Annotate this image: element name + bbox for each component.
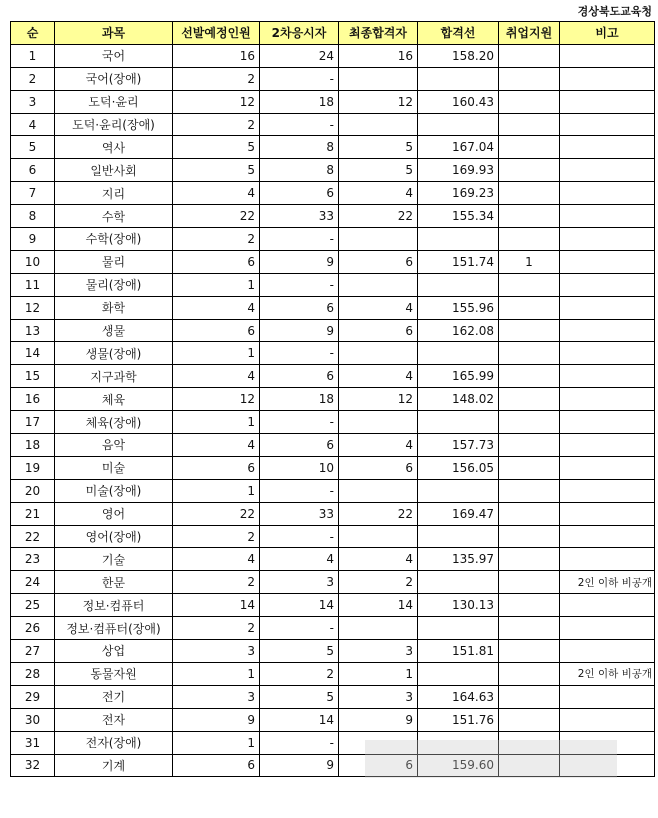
- header-employ: 취업지원: [499, 22, 560, 45]
- row-number-cell: 15: [11, 365, 55, 388]
- header-final: 최종합격자: [339, 22, 418, 45]
- employ-cell: [499, 388, 560, 411]
- employ-cell: [499, 479, 560, 502]
- cutoff-cell: 169.47: [418, 502, 499, 525]
- final-cell: 4: [339, 365, 418, 388]
- note-cell: [560, 228, 655, 251]
- final-cell: 1: [339, 662, 418, 685]
- final-cell: 22: [339, 205, 418, 228]
- subject-cell: 전기: [55, 685, 173, 708]
- subject-cell: 지리: [55, 182, 173, 205]
- final-cell: [339, 525, 418, 548]
- employ-cell: [499, 594, 560, 617]
- table-row: [11, 159, 655, 182]
- planned-cell: 5: [173, 159, 260, 182]
- subject-cell: 기술: [55, 548, 173, 571]
- note-cell: [560, 136, 655, 159]
- subject-cell: 물리(장애): [55, 273, 173, 296]
- planned-cell: 6: [173, 319, 260, 342]
- note-cell: [560, 502, 655, 525]
- note-cell: [560, 113, 655, 136]
- planned-cell: 14: [173, 594, 260, 617]
- cutoff-cell: [418, 67, 499, 90]
- table-body: [11, 44, 655, 777]
- applicants-cell: 4: [260, 548, 339, 571]
- applicants-cell: -: [260, 113, 339, 136]
- subject-cell: 정보·컴퓨터: [55, 594, 173, 617]
- table-row: [11, 617, 655, 640]
- cutoff-cell: 169.23: [418, 182, 499, 205]
- planned-cell: 4: [173, 296, 260, 319]
- cutoff-cell: 130.13: [418, 594, 499, 617]
- applicants-cell: 8: [260, 159, 339, 182]
- employ-cell: [499, 342, 560, 365]
- employ-cell: [499, 571, 560, 594]
- planned-cell: 6: [173, 456, 260, 479]
- final-cell: 3: [339, 685, 418, 708]
- table-row: [11, 228, 655, 251]
- subject-cell: 동물자원: [55, 662, 173, 685]
- applicants-cell: -: [260, 617, 339, 640]
- table-row: [11, 205, 655, 228]
- final-cell: 14: [339, 594, 418, 617]
- row-number-cell: 4: [11, 113, 55, 136]
- row-number-cell: 31: [11, 731, 55, 754]
- final-cell: 6: [339, 319, 418, 342]
- final-cell: [339, 617, 418, 640]
- row-number-cell: 6: [11, 159, 55, 182]
- header-subject: 과목: [55, 22, 173, 45]
- applicants-cell: -: [260, 479, 339, 502]
- table-row: [11, 525, 655, 548]
- applicants-cell: 14: [260, 708, 339, 731]
- final-cell: [339, 411, 418, 434]
- applicants-cell: 6: [260, 434, 339, 457]
- final-cell: 2: [339, 571, 418, 594]
- row-number-cell: 5: [11, 136, 55, 159]
- subject-cell: 생물: [55, 319, 173, 342]
- note-cell: [560, 296, 655, 319]
- planned-cell: 1: [173, 731, 260, 754]
- row-number-cell: 10: [11, 250, 55, 273]
- planned-cell: 4: [173, 548, 260, 571]
- note-cell: [560, 640, 655, 663]
- row-number-cell: 27: [11, 640, 55, 663]
- final-cell: 12: [339, 90, 418, 113]
- table-row: [11, 273, 655, 296]
- cutoff-cell: 151.74: [418, 250, 499, 273]
- applicants-cell: 3: [260, 571, 339, 594]
- employ-cell: [499, 640, 560, 663]
- applicants-cell: 33: [260, 502, 339, 525]
- table-row: [11, 182, 655, 205]
- planned-cell: 6: [173, 250, 260, 273]
- applicants-cell: 14: [260, 594, 339, 617]
- header-planned: 선발예정인원: [173, 22, 260, 45]
- row-number-cell: 18: [11, 434, 55, 457]
- table-row: [11, 250, 655, 273]
- subject-cell: 물리: [55, 250, 173, 273]
- row-number-cell: 16: [11, 388, 55, 411]
- cutoff-cell: [418, 662, 499, 685]
- subject-cell: 일반사회: [55, 159, 173, 182]
- results-table: [10, 21, 655, 777]
- row-number-cell: 22: [11, 525, 55, 548]
- employ-cell: [499, 182, 560, 205]
- row-number-cell: 20: [11, 479, 55, 502]
- cutoff-cell: 135.97: [418, 548, 499, 571]
- cutoff-cell: 162.08: [418, 319, 499, 342]
- cutoff-cell: [418, 617, 499, 640]
- applicants-cell: -: [260, 731, 339, 754]
- final-cell: 6: [339, 456, 418, 479]
- subject-cell: 국어: [55, 44, 173, 67]
- employ-cell: [499, 685, 560, 708]
- table-row: [11, 479, 655, 502]
- subject-cell: 정보·컴퓨터(장애): [55, 617, 173, 640]
- planned-cell: 9: [173, 708, 260, 731]
- cutoff-cell: 151.76: [418, 708, 499, 731]
- header-applicants2: 2차응시자: [260, 22, 339, 45]
- subject-cell: 영어: [55, 502, 173, 525]
- row-number-cell: 3: [11, 90, 55, 113]
- applicants-cell: -: [260, 342, 339, 365]
- subject-cell: 한문: [55, 571, 173, 594]
- row-number-cell: 30: [11, 708, 55, 731]
- table-row: [11, 136, 655, 159]
- note-cell: [560, 67, 655, 90]
- row-number-cell: 13: [11, 319, 55, 342]
- employ-cell: [499, 617, 560, 640]
- note-cell: [560, 388, 655, 411]
- planned-cell: 2: [173, 525, 260, 548]
- subject-cell: 체육: [55, 388, 173, 411]
- applicants-cell: 6: [260, 296, 339, 319]
- cutoff-cell: 156.05: [418, 456, 499, 479]
- planned-cell: 2: [173, 67, 260, 90]
- applicants-cell: 6: [260, 365, 339, 388]
- header-no: 순: [11, 22, 55, 45]
- employ-cell: [499, 205, 560, 228]
- table-row: [11, 502, 655, 525]
- employ-cell: [499, 90, 560, 113]
- planned-cell: 22: [173, 205, 260, 228]
- cutoff-cell: 158.20: [418, 44, 499, 67]
- note-cell: [560, 342, 655, 365]
- cutoff-cell: [418, 228, 499, 251]
- note-cell: [560, 319, 655, 342]
- final-cell: 6: [339, 754, 418, 777]
- applicants-cell: 18: [260, 90, 339, 113]
- note-cell: [560, 525, 655, 548]
- note-cell: [560, 685, 655, 708]
- cutoff-cell: [418, 571, 499, 594]
- planned-cell: 12: [173, 90, 260, 113]
- note-cell: 2인 이하 비공개: [560, 662, 655, 685]
- applicants-cell: 9: [260, 319, 339, 342]
- final-cell: [339, 342, 418, 365]
- final-cell: 16: [339, 44, 418, 67]
- cutoff-cell: 148.02: [418, 388, 499, 411]
- planned-cell: 2: [173, 113, 260, 136]
- planned-cell: 1: [173, 662, 260, 685]
- header-cutoff: 합격선: [418, 22, 499, 45]
- row-number-cell: 29: [11, 685, 55, 708]
- final-cell: 9: [339, 708, 418, 731]
- table-row: [11, 548, 655, 571]
- employ-cell: [499, 273, 560, 296]
- employ-cell: 1: [499, 250, 560, 273]
- applicants-cell: 2: [260, 662, 339, 685]
- final-cell: 6: [339, 250, 418, 273]
- table-row: [11, 662, 655, 685]
- planned-cell: 4: [173, 434, 260, 457]
- final-cell: 4: [339, 296, 418, 319]
- table-row: [11, 342, 655, 365]
- applicants-cell: 6: [260, 182, 339, 205]
- note-cell: 2인 이하 비공개: [560, 571, 655, 594]
- table-row: [11, 411, 655, 434]
- row-number-cell: 28: [11, 662, 55, 685]
- applicants-cell: 18: [260, 388, 339, 411]
- planned-cell: 2: [173, 228, 260, 251]
- row-number-cell: 23: [11, 548, 55, 571]
- table-row: [11, 388, 655, 411]
- row-number-cell: 14: [11, 342, 55, 365]
- planned-cell: 16: [173, 44, 260, 67]
- final-cell: 4: [339, 434, 418, 457]
- header-row: [11, 22, 655, 45]
- applicants-cell: -: [260, 228, 339, 251]
- employ-cell: [499, 136, 560, 159]
- applicants-cell: 8: [260, 136, 339, 159]
- note-cell: [560, 708, 655, 731]
- applicants-cell: -: [260, 411, 339, 434]
- table-row: [11, 685, 655, 708]
- final-cell: 3: [339, 640, 418, 663]
- employ-cell: [499, 296, 560, 319]
- employ-cell: [499, 662, 560, 685]
- planned-cell: 2: [173, 571, 260, 594]
- final-cell: 4: [339, 548, 418, 571]
- cutoff-cell: [418, 411, 499, 434]
- table-row: [11, 456, 655, 479]
- subject-cell: 역사: [55, 136, 173, 159]
- subject-cell: 수학: [55, 205, 173, 228]
- applicants-cell: 10: [260, 456, 339, 479]
- row-number-cell: 25: [11, 594, 55, 617]
- final-cell: [339, 67, 418, 90]
- applicants-cell: 9: [260, 754, 339, 777]
- employ-cell: [499, 113, 560, 136]
- planned-cell: 1: [173, 479, 260, 502]
- planned-cell: 22: [173, 502, 260, 525]
- row-number-cell: 9: [11, 228, 55, 251]
- planned-cell: 6: [173, 754, 260, 777]
- employ-cell: [499, 525, 560, 548]
- planned-cell: 12: [173, 388, 260, 411]
- table-row: [11, 640, 655, 663]
- final-cell: 12: [339, 388, 418, 411]
- subject-cell: 화학: [55, 296, 173, 319]
- planned-cell: 3: [173, 685, 260, 708]
- subject-cell: 음악: [55, 434, 173, 457]
- final-cell: 5: [339, 159, 418, 182]
- planned-cell: 3: [173, 640, 260, 663]
- final-cell: [339, 228, 418, 251]
- table-row: [11, 319, 655, 342]
- planned-cell: 4: [173, 182, 260, 205]
- table-row: [11, 296, 655, 319]
- subject-cell: 도덕·윤리(장애): [55, 113, 173, 136]
- row-number-cell: 7: [11, 182, 55, 205]
- table-row: [11, 113, 655, 136]
- note-cell: [560, 205, 655, 228]
- final-cell: 4: [339, 182, 418, 205]
- row-number-cell: 17: [11, 411, 55, 434]
- table-row: [11, 44, 655, 67]
- note-cell: [560, 273, 655, 296]
- table-row: [11, 90, 655, 113]
- subject-cell: 상업: [55, 640, 173, 663]
- employ-cell: [499, 548, 560, 571]
- final-cell: 5: [339, 136, 418, 159]
- cutoff-cell: 164.63: [418, 685, 499, 708]
- applicants-cell: 24: [260, 44, 339, 67]
- subject-cell: 생물(장애): [55, 342, 173, 365]
- issuer-label: 경상북도교육청: [577, 5, 652, 18]
- note-cell: [560, 548, 655, 571]
- note-cell: [560, 594, 655, 617]
- row-number-cell: 21: [11, 502, 55, 525]
- applicants-cell: 5: [260, 685, 339, 708]
- cutoff-cell: [418, 479, 499, 502]
- note-cell: [560, 182, 655, 205]
- planned-cell: 1: [173, 411, 260, 434]
- cutoff-cell: [418, 113, 499, 136]
- applicants-cell: -: [260, 67, 339, 90]
- applicants-cell: 9: [260, 250, 339, 273]
- final-cell: 22: [339, 502, 418, 525]
- employ-cell: [499, 502, 560, 525]
- note-cell: [560, 365, 655, 388]
- applicants-cell: 33: [260, 205, 339, 228]
- final-cell: [339, 113, 418, 136]
- final-cell: [339, 273, 418, 296]
- employ-cell: [499, 67, 560, 90]
- header-note: 비고: [560, 22, 655, 45]
- table-row: [11, 67, 655, 90]
- subject-cell: 미술(장애): [55, 479, 173, 502]
- subject-cell: 미술: [55, 456, 173, 479]
- employ-cell: [499, 365, 560, 388]
- cutoff-cell: 159.60: [418, 754, 499, 777]
- applicants-cell: 5: [260, 640, 339, 663]
- cutoff-cell: 160.43: [418, 90, 499, 113]
- employ-cell: [499, 434, 560, 457]
- table-row: [11, 571, 655, 594]
- cutoff-cell: 151.81: [418, 640, 499, 663]
- cutoff-cell: 157.73: [418, 434, 499, 457]
- subject-cell: 영어(장애): [55, 525, 173, 548]
- planned-cell: 1: [173, 342, 260, 365]
- applicants-cell: -: [260, 273, 339, 296]
- employ-cell: [499, 319, 560, 342]
- row-number-cell: 26: [11, 617, 55, 640]
- cutoff-cell: 155.34: [418, 205, 499, 228]
- employ-cell: [499, 159, 560, 182]
- row-number-cell: 19: [11, 456, 55, 479]
- note-cell: [560, 479, 655, 502]
- subject-cell: 전자(장애): [55, 731, 173, 754]
- table-row: [11, 365, 655, 388]
- employ-cell: [499, 456, 560, 479]
- note-cell: [560, 411, 655, 434]
- cutoff-cell: [418, 525, 499, 548]
- employ-cell: [499, 44, 560, 67]
- subject-cell: 지구과학: [55, 365, 173, 388]
- planned-cell: 1: [173, 273, 260, 296]
- table-row: [11, 594, 655, 617]
- planned-cell: 5: [173, 136, 260, 159]
- cutoff-cell: 165.99: [418, 365, 499, 388]
- row-number-cell: 11: [11, 273, 55, 296]
- planned-cell: 2: [173, 617, 260, 640]
- subject-cell: 체육(장애): [55, 411, 173, 434]
- note-cell: [560, 159, 655, 182]
- row-number-cell: 8: [11, 205, 55, 228]
- table-row: [11, 434, 655, 457]
- watermark-overlay: [365, 740, 617, 778]
- row-number-cell: 1: [11, 44, 55, 67]
- cutoff-cell: 155.96: [418, 296, 499, 319]
- note-cell: [560, 90, 655, 113]
- applicants-cell: -: [260, 525, 339, 548]
- note-cell: [560, 250, 655, 273]
- row-number-cell: 12: [11, 296, 55, 319]
- row-number-cell: 32: [11, 754, 55, 777]
- employ-cell: [499, 708, 560, 731]
- subject-cell: 전자: [55, 708, 173, 731]
- note-cell: [560, 44, 655, 67]
- final-cell: [339, 479, 418, 502]
- subject-cell: 기계: [55, 754, 173, 777]
- cutoff-cell: 167.04: [418, 136, 499, 159]
- subject-cell: 수학(장애): [55, 228, 173, 251]
- cutoff-cell: 169.93: [418, 159, 499, 182]
- employ-cell: [499, 411, 560, 434]
- cutoff-cell: [418, 273, 499, 296]
- subject-cell: 도덕·윤리: [55, 90, 173, 113]
- note-cell: [560, 617, 655, 640]
- subject-cell: 국어(장애): [55, 67, 173, 90]
- employ-cell: [499, 228, 560, 251]
- planned-cell: 4: [173, 365, 260, 388]
- row-number-cell: 2: [11, 67, 55, 90]
- note-cell: [560, 434, 655, 457]
- note-cell: [560, 456, 655, 479]
- table-row: [11, 708, 655, 731]
- row-number-cell: 24: [11, 571, 55, 594]
- cutoff-cell: [418, 342, 499, 365]
